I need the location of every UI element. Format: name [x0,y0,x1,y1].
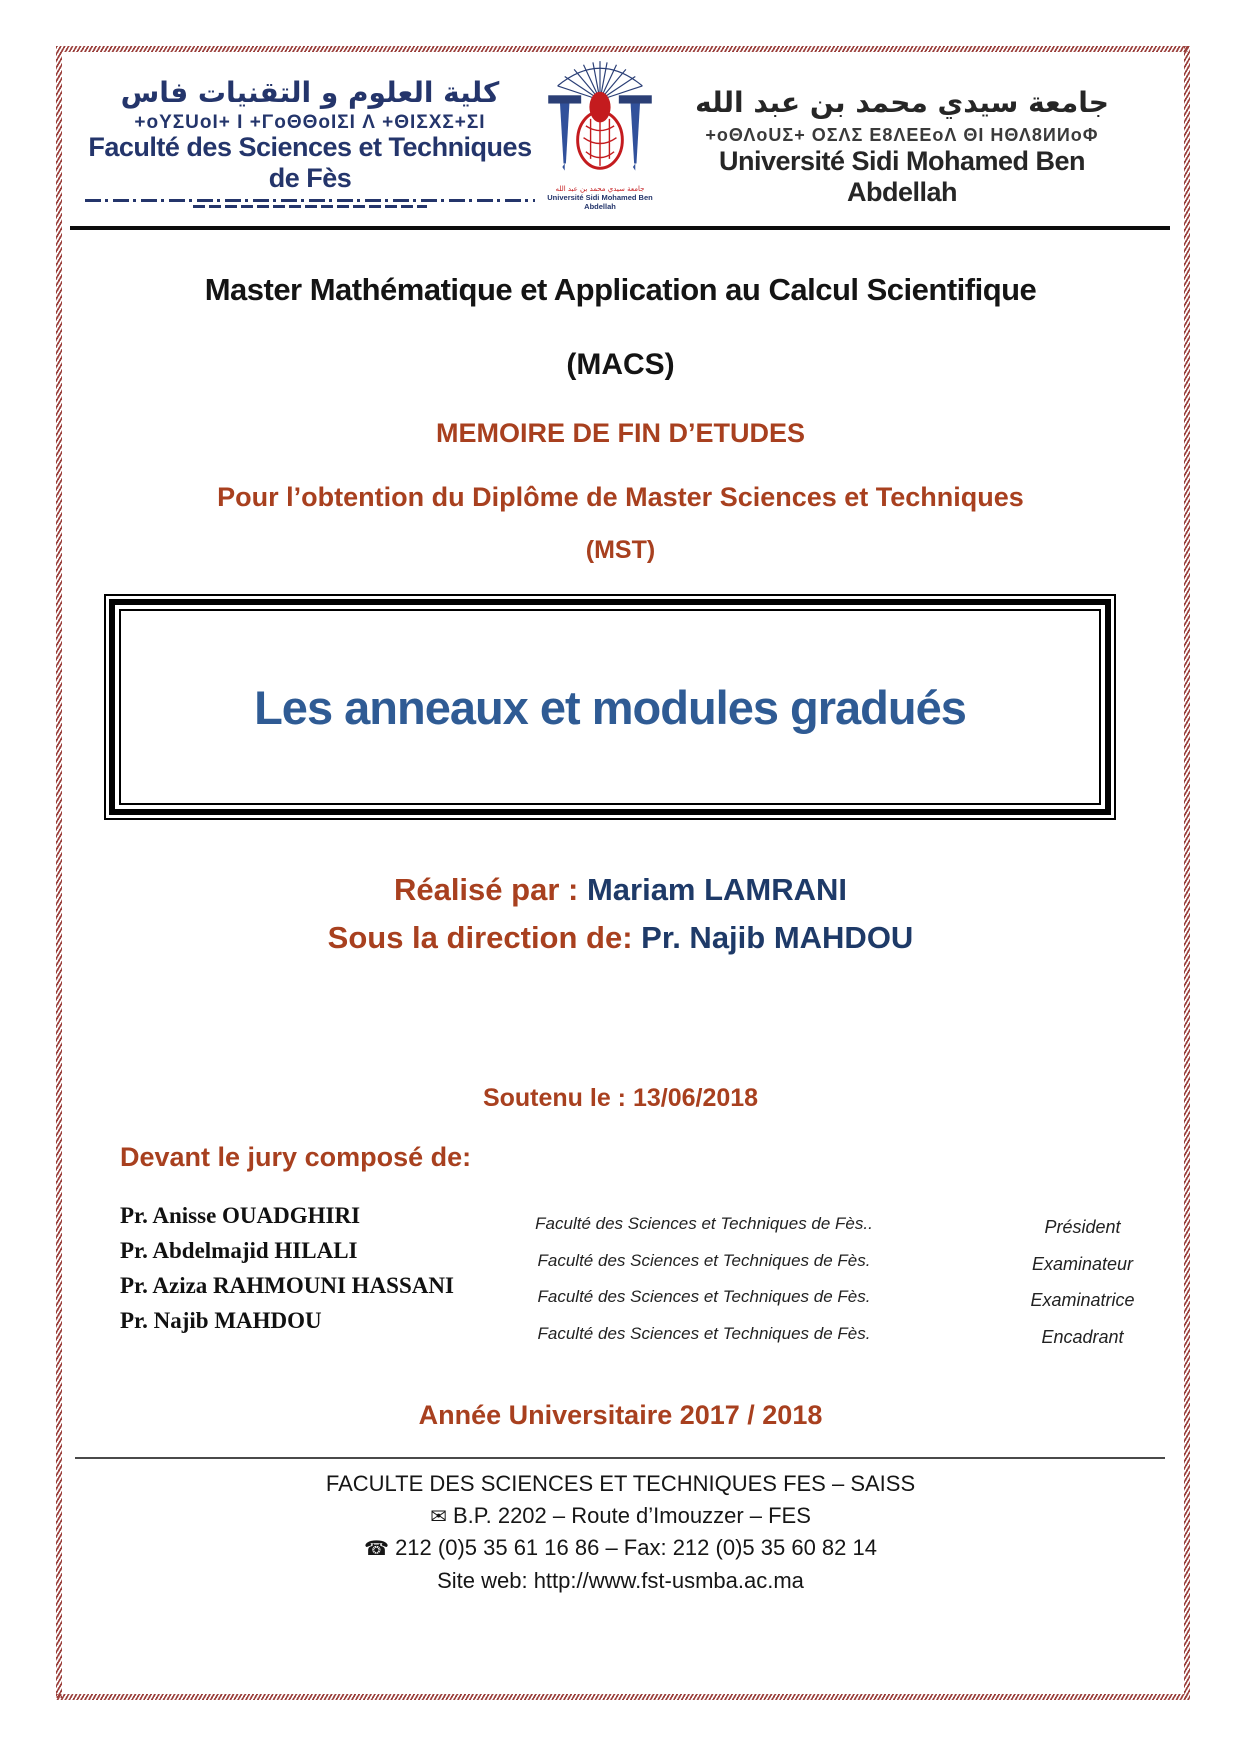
jury-member-affiliation: Faculté des Sciences et Techniques de Fès. [537,1323,871,1343]
faculty-name-french: Faculté des Sciences et Techniques de Fès [88,132,532,193]
diploma-heading: Pour l’obtention du Diplôme de Master Sciences et Techniques [217,482,1024,512]
jury-member-affiliation: Faculté des Sciences et Techniques de Fès. [537,1287,871,1306]
jury-names-column [120,1198,454,1338]
envelope-icon: ✉ [430,1503,447,1528]
supervisor-label: Sous la direction de: [327,920,633,955]
footer-phone-line [0,1532,1241,1565]
footer-website: Site web: http://www.fst-usmba.ac.ma [437,1567,804,1593]
diploma-acronym: (MST) [585,536,656,564]
jury-member-name: Pr. Najib MAHDOU [120,1308,322,1333]
thesis-title-box-inner-border [119,609,1101,805]
memoire-heading: MEMOIRE DE FIN D’ETUDES [435,418,806,448]
faculty-dash-divider-short [193,205,427,208]
thesis-title-box-mid-border [109,599,1111,815]
program-acronym: (MACS) [566,348,675,381]
jury-member-role: Encadrant [1041,1326,1124,1347]
emblem-caption-latin: Université Sidi Mohamed Ben Abdellah [547,193,653,211]
jury-member-role: Président [1044,1217,1121,1237]
jury-member-role: Examinatrice [1030,1290,1135,1310]
jury-member-name: Pr. Abdelmajid HILALI [120,1238,358,1263]
page-border-bottom [56,1694,1188,1700]
supervisor-name: Pr. Najib MAHDOU [641,920,914,955]
faculty-dash-divider [85,199,535,202]
footer-rule [75,1457,1165,1459]
university-header-block [678,86,1126,208]
jury-member-role: Examinateur [1031,1253,1134,1274]
university-emblem-icon [541,60,659,180]
footer-institution: FACULTE DES SCIENCES ET TECHNIQUES FES – SAISS [325,1471,916,1496]
author-line [0,866,1241,914]
footer-address-line [0,1500,1241,1533]
faculty-name-arabic: كلية العلوم و التقنيات فاس [120,76,500,109]
jury-roles-column [985,1209,1180,1355]
credits-block [0,866,1241,962]
defense-date: Soutenu le : 13/06/2018 [482,1084,759,1112]
supervisor-line [0,914,1241,962]
jury-member-name: Pr. Aziza RAHMOUNI HASSANI [120,1273,454,1298]
header-rule [70,226,1170,230]
faculty-header-block [85,76,535,208]
jury-member-name: Pr. Anisse OUADGHIRI [120,1203,361,1228]
footer-address: B.P. 2202 – Route d’Imouzzer – FES [452,1502,811,1528]
jury-member-affiliation: Faculté des Sciences et Techniques de Fès. [537,1250,871,1270]
jury-member-affiliation: Faculté des Sciences et Techniques de Fès.. [535,1214,873,1233]
emblem-caption-arabic: جامعة سيدي محمد بن عبد الله [555,185,645,193]
university-name-arabic: جامعة سيدي محمد بن عبد الله [695,86,1109,119]
phone-icon: ☎ [364,1536,389,1560]
footer-block [0,1468,1241,1596]
university-name-tifinagh: +oΘΛoUΣ+ ΟΣΛΣ Ε8ΛΕΕοΛ ΘΙ ΗΘΛ8ИИοΦ [705,125,1099,145]
page-border-top [56,46,1188,52]
master-program-title: Master Mathématique et Application au Calcul Scientifique [204,272,1037,307]
university-name-french: Université Sidi Mohamed Ben Abdellah [718,146,1086,207]
jury-affiliations-column [505,1206,903,1352]
university-emblem [538,60,662,211]
author-label: Réalisé par : [393,872,579,907]
thesis-title-box [104,594,1116,820]
faculty-name-tifinagh: +oYΣUoI+ I +ΓoΘΘoIΣI Λ +ΘIΣXΣ+ΣI [134,112,486,133]
academic-year: Année Universitaire 2017 / 2018 [418,1400,823,1430]
author-name: Mariam LAMRANI [586,872,848,907]
jury-heading: Devant le jury composé de: [120,1142,472,1172]
footer-phone: 212 (0)5 35 61 16 86 – Fax: 212 (0)5 35 60 82 14 [395,1535,877,1560]
thesis-title: Les anneaux et modules gradués [254,680,966,734]
